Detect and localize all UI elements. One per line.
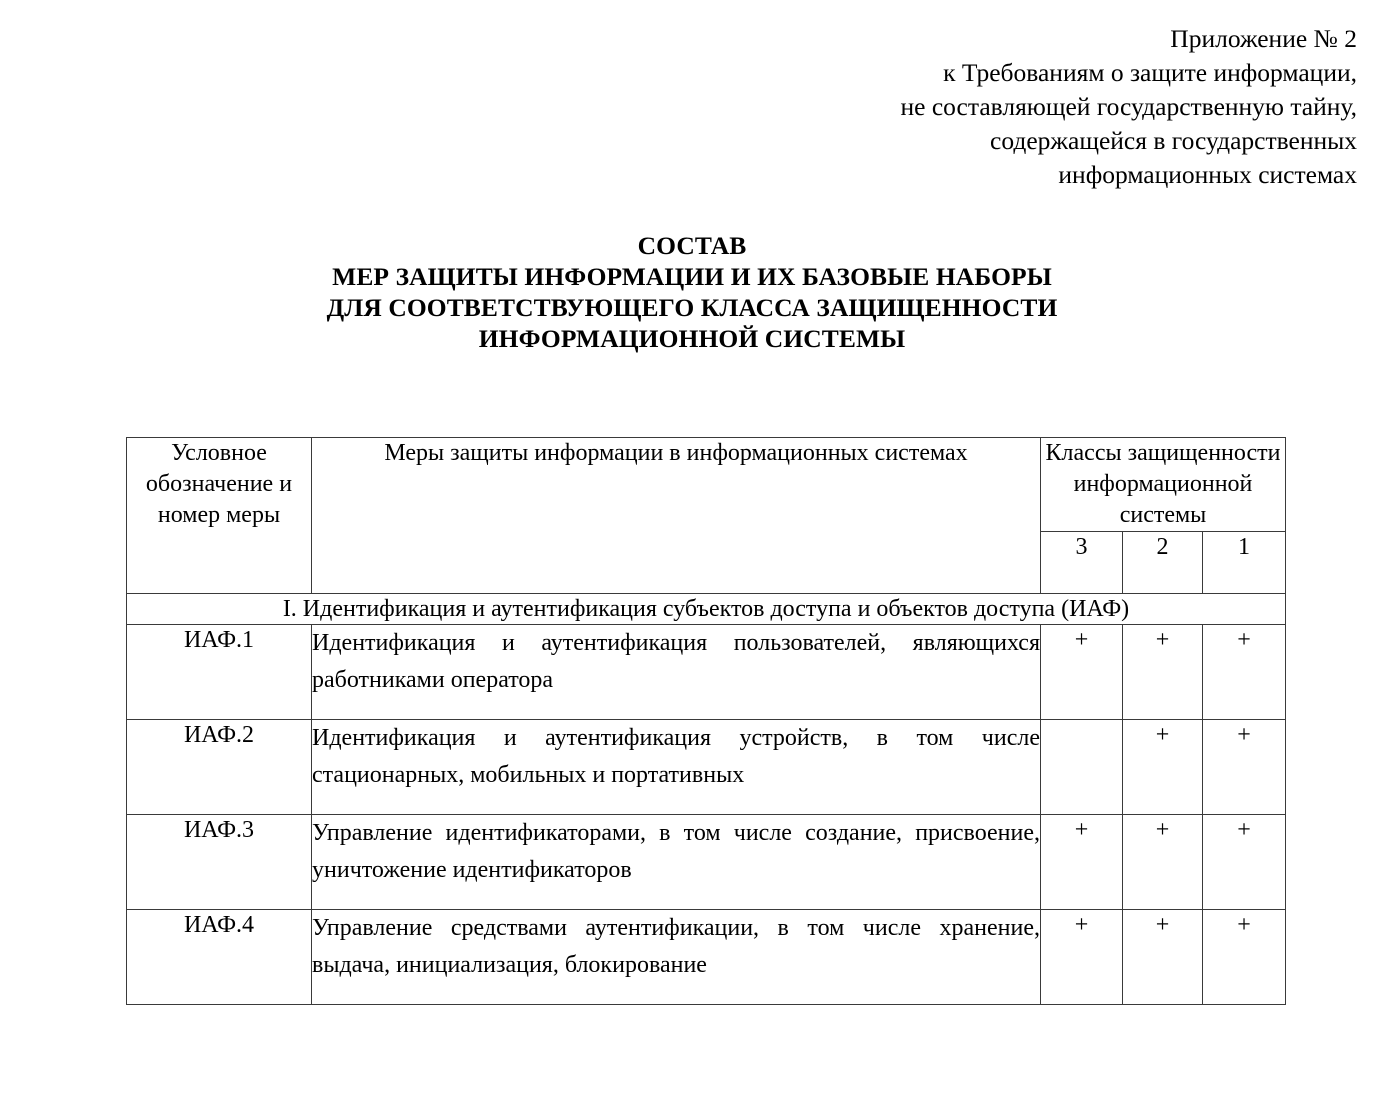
row-description: Управление идентификаторами, в том числе создание, присвоение, уничтожение идентификаторов [312, 815, 1041, 910]
row-description: Идентификация и аутентификация пользователей, являющихся работниками оператора [312, 625, 1041, 720]
row-code: ИАФ.2 [127, 720, 312, 815]
page-title-line-1: СОСТАВ [637, 231, 747, 260]
header-cell-description: Меры защиты информации в информационных системах [312, 438, 1041, 594]
row-class2-mark: + [1123, 625, 1203, 720]
row-class3-mark: + [1041, 625, 1123, 720]
row-code: ИАФ.1 [127, 625, 312, 720]
table-row [127, 910, 1286, 1005]
appendix-line-5: информационных системах [1058, 160, 1357, 189]
row-class1-mark: + [1203, 720, 1286, 815]
row-class1-mark: + [1203, 625, 1286, 720]
appendix-line-2: к Требованиям о защите информации, [943, 58, 1357, 87]
row-description: Управление средствами аутентификации, в том числе хранение, выдача, инициализация, блокирование [312, 910, 1041, 1005]
row-code: ИАФ.4 [127, 910, 312, 1005]
page-title [0, 230, 1384, 354]
appendix-line-3: не составляющей государственную тайну, [900, 92, 1357, 121]
row-class2-mark: + [1123, 720, 1203, 815]
header-cell-classes: Классы защищенности информационной системы [1041, 438, 1286, 532]
measures-table-wrapper [126, 437, 1285, 1005]
table-section-row [127, 594, 1286, 625]
header-cell-class-1: 1 [1203, 532, 1286, 594]
page-title-line-2: МЕР ЗАЩИТЫ ИНФОРМАЦИИ И ИХ БАЗОВЫЕ НАБОРЫ [332, 262, 1052, 291]
row-class3-mark [1041, 720, 1123, 815]
page-title-line-4: ИНФОРМАЦИОННОЙ СИСТЕМЫ [478, 324, 906, 353]
header-cell-class-2: 2 [1123, 532, 1203, 594]
table-row [127, 815, 1286, 910]
row-class1-mark: + [1203, 815, 1286, 910]
table-row [127, 720, 1286, 815]
row-class2-mark: + [1123, 910, 1203, 1005]
header-cell-code: Условное обозначение и номер меры [127, 438, 312, 594]
appendix-line-1: Приложение № 2 [1170, 24, 1357, 53]
row-description: Идентификация и аутентификация устройств, в том числе стационарных, мобильных и портативных [312, 720, 1041, 815]
table-header-row [127, 438, 1286, 532]
appendix-line-4: содержащейся в государственных [990, 126, 1357, 155]
measures-table [126, 437, 1286, 1005]
row-class3-mark: + [1041, 910, 1123, 1005]
row-class3-mark: + [1041, 815, 1123, 910]
row-class2-mark: + [1123, 815, 1203, 910]
table-row [127, 625, 1286, 720]
page-title-line-3: ДЛЯ СООТВЕТСТВУЮЩЕГО КЛАССА ЗАЩИЩЕННОСТИ [326, 293, 1058, 322]
row-code: ИАФ.3 [127, 815, 312, 910]
row-class1-mark: + [1203, 910, 1286, 1005]
header-cell-class-3: 3 [1041, 532, 1123, 594]
section-title: I. Идентификация и аутентификация субъектов доступа и объектов доступа (ИАФ) [127, 594, 1286, 625]
appendix-reference-block [737, 22, 1357, 192]
